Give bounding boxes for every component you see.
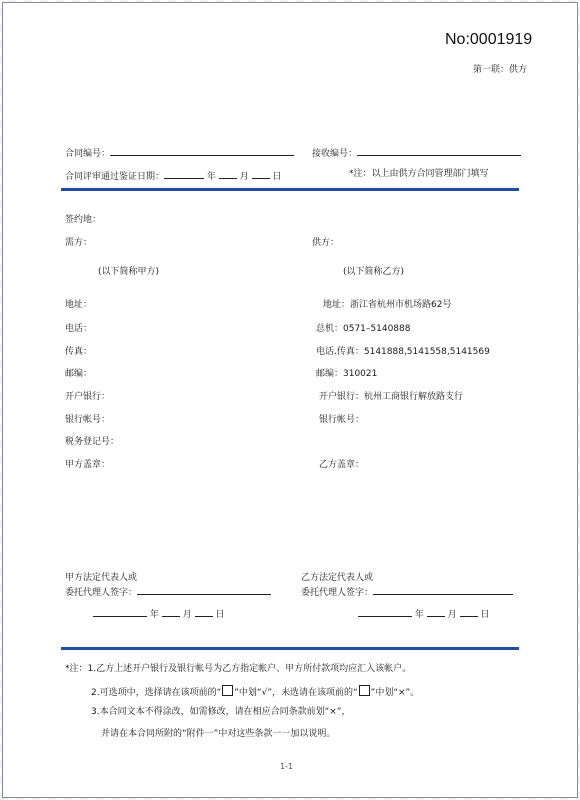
supplier-sign-day-field[interactable] — [460, 606, 478, 617]
review-date-row — [65, 168, 281, 183]
supplier-sign-date-row — [358, 606, 489, 621]
copy-label: 第一联：供方 — [473, 65, 528, 75]
divider-rule-bottom — [61, 647, 519, 650]
buyer-label: 需方： — [65, 238, 93, 248]
contract-number-label: 合同编号： — [65, 149, 111, 159]
supplier-label: 供方： — [312, 238, 340, 248]
buyer-sign-month-field[interactable] — [162, 606, 180, 617]
contract-sheet — [2, 2, 578, 798]
buyer-account-label: 银行帐号： — [65, 415, 111, 425]
receipt-number-row — [312, 145, 521, 160]
page-number: 1-1 — [280, 762, 294, 771]
supplier-switchboard: 总机：0571–5140888 — [316, 324, 411, 334]
supplier-rep-row — [301, 584, 513, 599]
review-year-field[interactable] — [164, 168, 204, 179]
note-1: *注：1.乙方上述开户银行及银行帐号为乙方指定帐户、甲方所付款项均应汇入该帐户。 — [65, 664, 412, 674]
year-label: 年 — [206, 172, 216, 182]
buyer-rep-line2: 委托代理人签字： — [65, 588, 138, 598]
checkbox-icon — [222, 685, 233, 696]
day-label: 日 — [480, 610, 490, 620]
checkbox-icon — [359, 685, 370, 696]
supplier-phone-fax: 电话.传真：5141888,5141558,5141569 — [316, 347, 490, 357]
supplier-sign-year-field[interactable] — [358, 606, 412, 617]
supplier-rep-line1: 乙方法定代表人或 — [301, 573, 374, 583]
buyer-phone-label: 电话： — [65, 324, 93, 334]
supplier-alias: (以下简称乙方) — [343, 267, 405, 277]
review-date-label: 合同评审通过鉴证日期： — [65, 172, 165, 182]
buyer-tax-label: 税务登记号： — [65, 437, 120, 447]
note-2-part-c: ”中划“×”。 — [370, 688, 420, 698]
note-3: 3.本合同文本不得涂改，如需修改，请在相应合同条款前划“×”， — [91, 707, 351, 717]
document-number: No:0001919 — [445, 31, 533, 48]
buyer-bank-label: 开户银行： — [65, 392, 111, 402]
sign-place-label: 签约地： — [65, 215, 102, 225]
management-note: *注：以上由供方合同管理部门填写 — [349, 169, 489, 179]
note-4: 并请在本合同所附的“附件一”中对这些条款一一加以说明。 — [101, 729, 336, 739]
year-label: 年 — [149, 610, 159, 620]
year-label: 年 — [414, 610, 424, 620]
receipt-number-label: 接收编号： — [312, 149, 358, 159]
supplier-account-label: 银行帐号： — [319, 415, 365, 425]
month-label: 月 — [447, 610, 457, 620]
buyer-seal-label: 甲方盖章： — [65, 460, 111, 470]
day-label: 日 — [215, 610, 225, 620]
buyer-signature-field[interactable] — [137, 584, 271, 595]
review-month-field[interactable] — [219, 168, 237, 179]
buyer-fax-label: 传真： — [65, 347, 93, 357]
supplier-postcode: 邮编：310021 — [316, 369, 378, 379]
review-day-field[interactable] — [252, 168, 270, 179]
buyer-address-label: 地址： — [65, 300, 93, 310]
note-2-part-b: ”中划“√”，未选请在该项前的“ — [234, 688, 358, 698]
buyer-rep-line1: 甲方法定代表人或 — [65, 573, 138, 583]
buyer-sign-year-field[interactable] — [93, 606, 147, 617]
buyer-sign-day-field[interactable] — [195, 606, 213, 617]
supplier-signature-field[interactable] — [373, 584, 513, 595]
divider-rule-top — [61, 188, 519, 191]
buyer-sign-date-row — [93, 606, 224, 621]
buyer-postcode-label: 邮编： — [65, 369, 93, 379]
buyer-alias: (以下简称甲方) — [98, 267, 160, 277]
note-2-part-a: 2.可选项中，选择请在该项前的“ — [91, 688, 222, 698]
supplier-seal-label: 乙方盖章： — [319, 460, 365, 470]
contract-number-row — [65, 145, 294, 160]
supplier-bank: 开户银行：杭州工商银行解放路支行 — [319, 392, 464, 402]
month-label: 月 — [182, 610, 192, 620]
supplier-sign-month-field[interactable] — [427, 606, 445, 617]
buyer-rep-row — [65, 584, 271, 599]
contract-number-field[interactable] — [110, 145, 294, 156]
supplier-rep-line2: 委托代理人签字： — [301, 588, 374, 598]
day-label: 日 — [272, 172, 282, 182]
month-label: 月 — [239, 172, 249, 182]
note-2 — [91, 685, 419, 699]
supplier-address: 地址：浙江省杭州市机场路62号 — [323, 300, 452, 310]
receipt-number-field[interactable] — [357, 145, 521, 156]
